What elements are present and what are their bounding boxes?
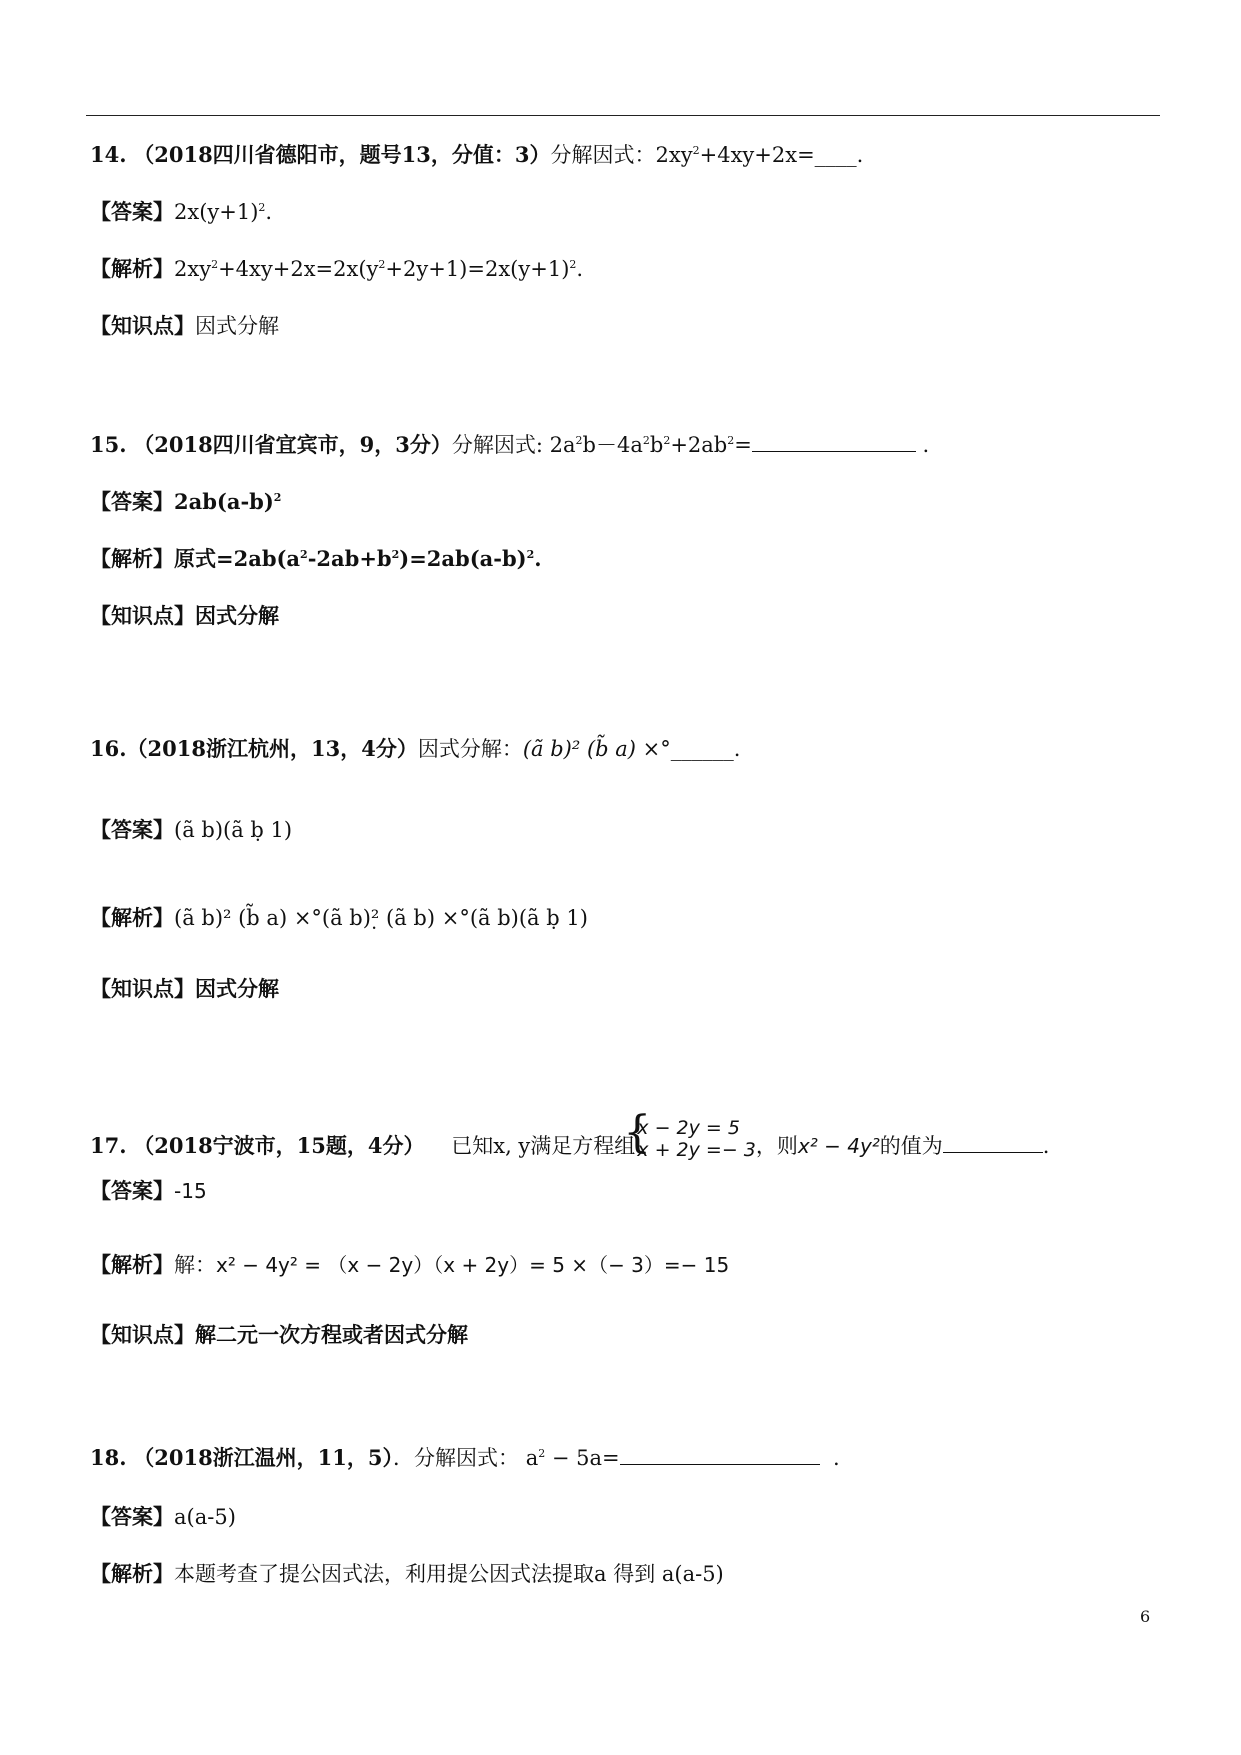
q17-equation-system: { x − 2y = 5 x + 2y =− 3 [623, 1107, 756, 1161]
question-18: 18. （2018浙江温州，11，5）．分解因式： $a^2 - 5a=$ . [90, 1445, 840, 1470]
q17-knowledge-point: 【知识点】解二元一次方程或者因式分解 [90, 1322, 468, 1347]
q14-number: 14. [90, 142, 127, 167]
q14-answer: 【答案】$2x(y+1)^2$. [90, 199, 273, 224]
q17-analysis: 【解析】解：x² − 4y² = （x − 2y）（x + 2y）= 5 ×（− 3）=− 15 [90, 1252, 730, 1277]
analysis-tag: 【解析】 [90, 256, 174, 281]
q17-blank [943, 1134, 1043, 1153]
q14-prompt-tail: +4xy+2x= [699, 143, 815, 167]
question-17: 17. （2018宁波市，15题，4分） 已知x, y满足方程组 { x − 2y = 5 x + 2y =− 3 ，则x² − 4y²的值为 . [90, 1107, 1050, 1161]
q14-blank: ____. [814, 143, 864, 167]
q14-source: （2018四川省德阳市，题号13，分值：3） [133, 142, 551, 167]
answer-tag: 【答案】 [90, 199, 174, 224]
q14-prompt: 分解因式：2xy [550, 143, 693, 167]
q15-answer: 【答案】$2ab(a-b)^2$ [90, 489, 282, 514]
page-number: 6 [1140, 1607, 1151, 1626]
question-16: 16.（2018浙江杭州，13，4分）因式分解：(ã b)² (b̃ a) ×°______. [90, 736, 741, 761]
q14-answer-text: 2x(y+1) [174, 200, 259, 224]
q14-kp-text: 因式分解 [195, 314, 279, 338]
q14-analysis: 【解析】$2xy^2+4xy+2x=2x(y^2+2y+1)=2x(y+1)^2$. [90, 256, 584, 281]
q15-blank [752, 433, 916, 452]
kp-tag: 【知识点】 [90, 313, 195, 338]
q15-knowledge-point: 【知识点】因式分解 [90, 603, 279, 628]
q16-analysis: 【解析】(ã b)² (b̃ a) ×°(ã b)²̣ (ã b) ×°(ã b)(ã ḅ 1) [90, 905, 588, 930]
question-14: 14. （2018四川省德阳市，题号13，分值：3）分解因式：$2xy^2+4xy+2x=\_\_\_\_$. [90, 142, 864, 167]
q16-expression: (ã b)² (b̃ a) ×° [522, 737, 671, 761]
q16-blank: ______. [670, 737, 741, 761]
q16-answer: 【答案】(ã b)(ã ḅ 1) [90, 817, 293, 842]
q17-answer: 【答案】-15 [90, 1178, 207, 1203]
q16-knowledge-point: 【知识点】因式分解 [90, 976, 279, 1001]
q18-answer: 【答案】a(a-5) [90, 1504, 236, 1529]
q18-blank [620, 1446, 820, 1465]
q15-analysis: 【解析】原式$=2ab(a^2-2ab+b^2)=2ab(a-b)^2$. [90, 546, 542, 571]
question-15: 15. （2018四川省宜宾市，9，3分）分解因式: $2a^2b-4a^2b^2+2ab^2=$ . [90, 432, 930, 457]
q18-analysis: 【解析】本题考查了提公因式法，利用提公因式法提取a 得到 a(a-5) [90, 1561, 724, 1586]
header-rule [86, 115, 1160, 116]
q14-knowledge-point [90, 311, 279, 341]
